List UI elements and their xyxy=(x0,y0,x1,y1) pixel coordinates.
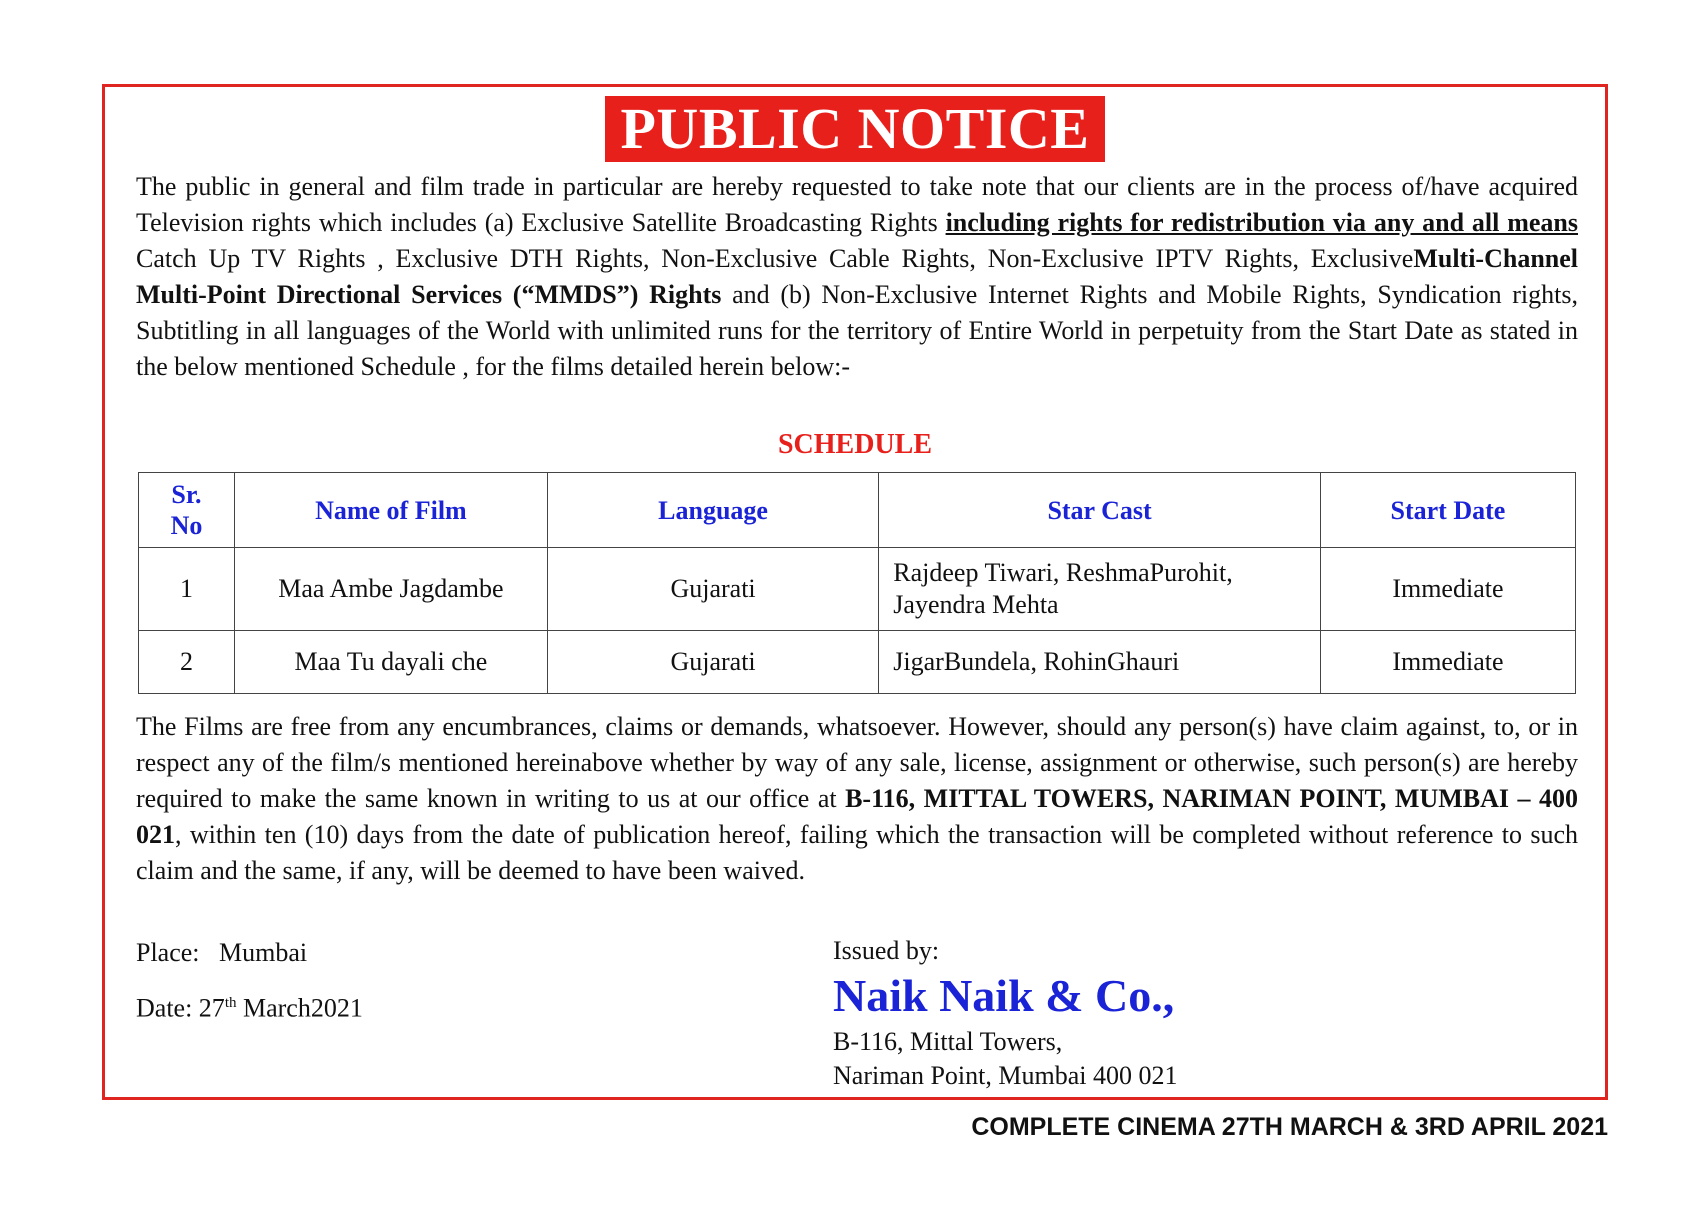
table-row xyxy=(139,631,1576,694)
header-film-name: Name of Film xyxy=(234,473,547,548)
firm-address-line-1: B-116, Mittal Towers, xyxy=(833,1027,1063,1056)
claims-text-2: , within ten (10) days from the date of publication hereof, failing which the transaction will be completed without reference to such claim and the same, if any, will be deemed to have been waived. xyxy=(136,820,1578,885)
place-label: Place: xyxy=(136,938,200,967)
cell-language: Gujarati xyxy=(547,548,878,631)
cell-film: Maa Ambe Jagdambe xyxy=(234,548,547,631)
table-header-row xyxy=(139,473,1576,548)
table-row xyxy=(139,548,1576,631)
date-line xyxy=(136,985,363,1027)
date-rest: March2021 xyxy=(236,993,363,1023)
notice-title: PUBLIC NOTICE xyxy=(605,96,1106,162)
cell-star-cast xyxy=(879,548,1321,631)
cell-language: Gujarati xyxy=(547,631,878,694)
date-suffix: th xyxy=(224,995,237,1011)
place-value: Mumbai xyxy=(219,938,308,967)
date-label: Date: 27 xyxy=(136,993,225,1023)
intro-text-1: The public in general and film trade in particular are hereby requested to take note that our clients are in the process of/have acquired Television rights which includes (a) Exclusive Satellite Broadcasting Rights xyxy=(136,172,1578,237)
intro-paragraph xyxy=(136,169,1578,385)
publication-footer: COMPLETE CINEMA 27TH MARCH & 3RD APRIL 2021 xyxy=(971,1113,1608,1141)
firm-name: Naik Naik & Co., xyxy=(833,970,1175,1021)
office-address-bold: B-116, MITTAL TOWERS, NARIMAN POINT, MUMBAI – 400 021 xyxy=(136,784,1578,849)
issued-by-label: Issued by: xyxy=(833,936,940,965)
intro-text-2: Catch Up TV Rights , Exclusive DTH Rights, Non-Exclusive Cable Rights, Non-Exclusive IPTV Rights, Exclusive xyxy=(136,244,1414,273)
claims-paragraph xyxy=(136,709,1578,889)
notice-frame xyxy=(102,84,1608,1100)
intro-emphasis-underlined: including rights for redistribution via any and all means xyxy=(945,208,1578,237)
header-sr-line1: Sr. xyxy=(171,480,202,509)
header-start-date: Start Date xyxy=(1320,473,1575,548)
title-wrap xyxy=(105,96,1605,162)
cell-sr: 1 xyxy=(139,548,235,631)
cast-line-2: Jayendra Mehta xyxy=(893,590,1059,619)
header-sr-line2: No xyxy=(170,511,203,540)
header-language: Language xyxy=(547,473,878,548)
intro-text-3: and (b) Non-Exclusive Internet Rights and Mobile Rights, Syndication rights, Subtitling in all languages of the World with unlimited runs for the territory of Entire World in perpetuity from the Start Date as stated in the below mentioned Schedule , for the films detailed herein below:- xyxy=(136,280,1578,381)
claims-text-1: The Films are free from any encumbrances, claims or demands, whatsoever. However, should any person(s) have claim against, to, or in respect any of the film/s mentioned hereinabove whether by way of any sale, license, assignment or otherwise, such person(s) are hereby required to make the same known in writing to us at our office at xyxy=(136,712,1578,813)
schedule-table xyxy=(138,472,1576,694)
header-sr-no xyxy=(139,473,235,548)
intro-emphasis-bold: Multi-Channel Multi-Point Directional Services (“MMDS”) Rights xyxy=(136,244,1578,309)
cell-start-date: Immediate xyxy=(1320,631,1575,694)
place-line xyxy=(136,935,307,971)
cell-sr: 2 xyxy=(139,631,235,694)
header-star-cast: Star Cast xyxy=(879,473,1321,548)
cell-film: Maa Tu dayali che xyxy=(234,631,547,694)
firm-address-line-2: Nariman Point, Mumbai 400 021 xyxy=(833,1061,1178,1090)
cell-star-cast: JigarBundela, RohinGhauri xyxy=(879,631,1321,694)
cell-start-date: Immediate xyxy=(1320,548,1575,631)
schedule-heading: SCHEDULE xyxy=(777,429,933,460)
cast-line-1: Rajdeep Tiwari, ReshmaPurohit, xyxy=(893,558,1233,587)
